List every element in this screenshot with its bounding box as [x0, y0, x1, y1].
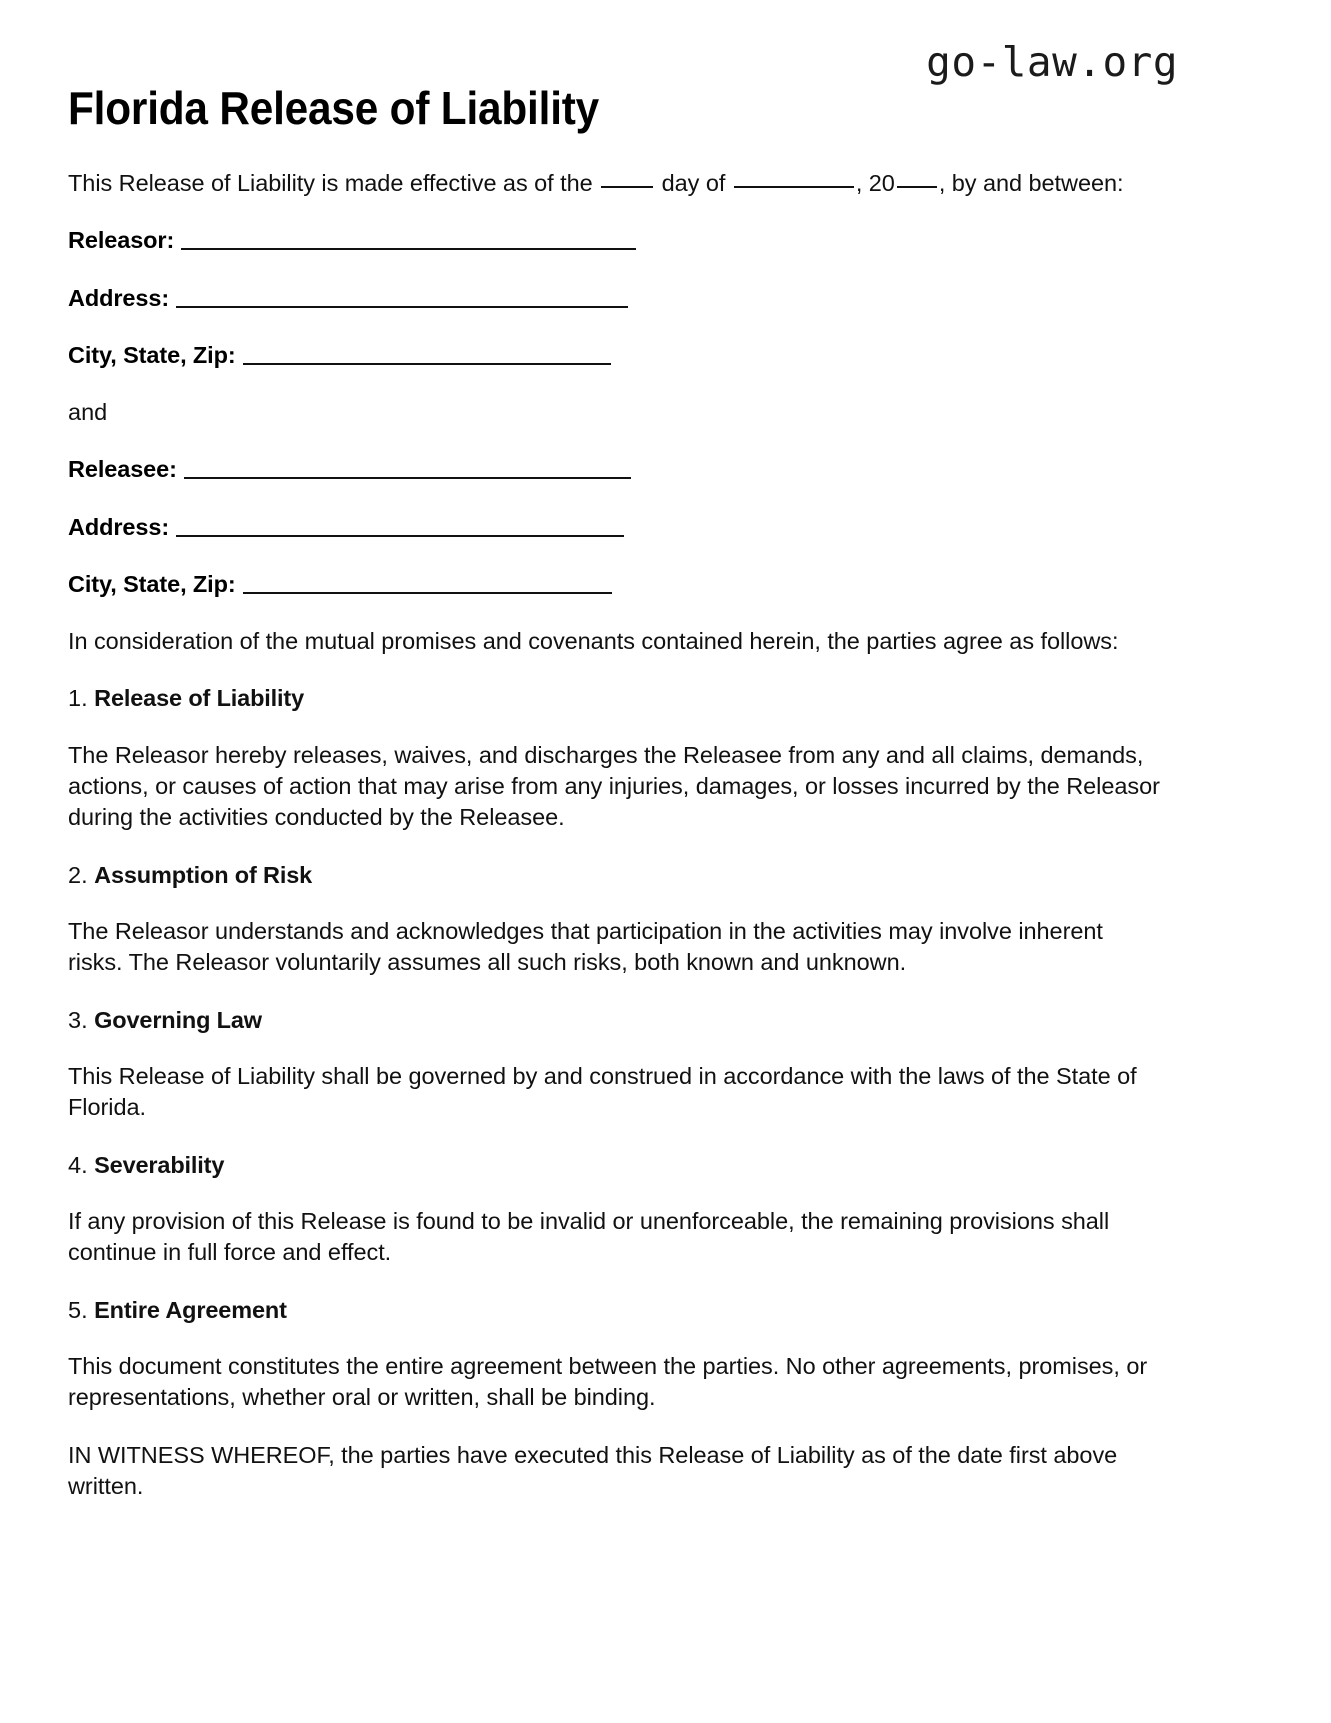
section-title-2: Assumption of Risk: [94, 861, 313, 888]
section-number-1: 1.: [68, 685, 88, 712]
section-heading-3: [68, 1005, 1162, 1036]
releasor-city-label: City, State, Zip:: [68, 341, 236, 368]
section-body-4: If any provision of this Release is found to be invalid or unenforceable, the remaining provisions shall continue in full force and effect.: [68, 1208, 1110, 1266]
section-title-1: Release of Liability: [94, 685, 305, 712]
section-number-4: 4.: [68, 1151, 88, 1178]
releasee-input-line[interactable]: [184, 457, 631, 479]
conjunction-and: and: [68, 399, 108, 425]
section-heading-1: [68, 683, 1162, 714]
releasee-address-input-line[interactable]: [176, 515, 624, 537]
releasee-city-input-line[interactable]: [243, 572, 612, 594]
section-number-5: 5.: [68, 1296, 88, 1323]
effective-date-paragraph: [68, 168, 1162, 199]
field-row-releasor-city: [68, 340, 1162, 371]
section-title-5: Entire Agreement: [94, 1296, 287, 1323]
section-body-5: This document constitutes the entire agreement between the parties. No other agreements, promises, or representations, whether oral or written, shall be binding.: [68, 1353, 1148, 1411]
field-row-releasee-city: [68, 569, 1162, 600]
month-blank[interactable]: [734, 186, 854, 188]
field-row-releasee: [68, 454, 1162, 485]
releasor-input-line[interactable]: [181, 228, 636, 250]
releasor-city-input-line[interactable]: [243, 343, 611, 365]
go-law-logo: go-law.org: [926, 38, 1178, 86]
releasor-address-input-line[interactable]: [176, 286, 628, 308]
consideration-paragraph: In consideration of the mutual promises and covenants contained herein, the parties agree as follows:: [68, 628, 1119, 654]
section-body-1: The Releasor hereby releases, waives, and discharges the Releasee from any and all claims, demands, actions, or causes of action that may arise from any injuries, damages, or losses incurred by the Releasor during the activities conducted by the Releasee.: [68, 741, 1160, 831]
field-row-releasor: [68, 225, 1162, 256]
releasee-label: Releasee:: [68, 456, 177, 483]
year-blank[interactable]: [897, 186, 937, 188]
intro-after-year: , by and between:: [938, 170, 1124, 196]
section-body-2: The Releasor understands and acknowledges that participation in the activities may involve inherent risks. The Releasor voluntarily assumes all such risks, both known and unknown.: [68, 918, 1103, 976]
day-blank[interactable]: [601, 186, 653, 188]
section-heading-4: [68, 1150, 1162, 1181]
closing-paragraph: IN WITNESS WHEREOF, the parties have executed this Release of Liability as of the date first above written.: [68, 1441, 1118, 1499]
releasor-address-label: Address:: [68, 284, 170, 311]
field-row-releasor-address: [68, 283, 1162, 314]
section-title-3: Governing Law: [94, 1006, 262, 1033]
section-title-4: Severability: [94, 1151, 225, 1178]
section-number-2: 2.: [68, 861, 88, 888]
releasor-label: Releasor:: [68, 227, 175, 254]
intro-lead: This Release of Liability is made effective as of the: [68, 170, 593, 196]
intro-after-month: , 20: [855, 170, 895, 196]
intro-after-day: day of: [661, 170, 726, 196]
section-body-3: This Release of Liability shall be governed by and construed in accordance with the laws of the State of Florida.: [68, 1063, 1137, 1121]
field-row-releasee-address: [68, 512, 1162, 543]
section-heading-2: [68, 860, 1162, 891]
site-logo-container: [68, 38, 1178, 86]
document-body: [68, 168, 1162, 1528]
section-heading-5: [68, 1295, 1162, 1326]
releasee-city-label: City, State, Zip:: [68, 570, 236, 597]
releasee-address-label: Address:: [68, 513, 170, 540]
page-title: Florida Release of Liability: [68, 82, 600, 134]
section-number-3: 3.: [68, 1006, 88, 1033]
